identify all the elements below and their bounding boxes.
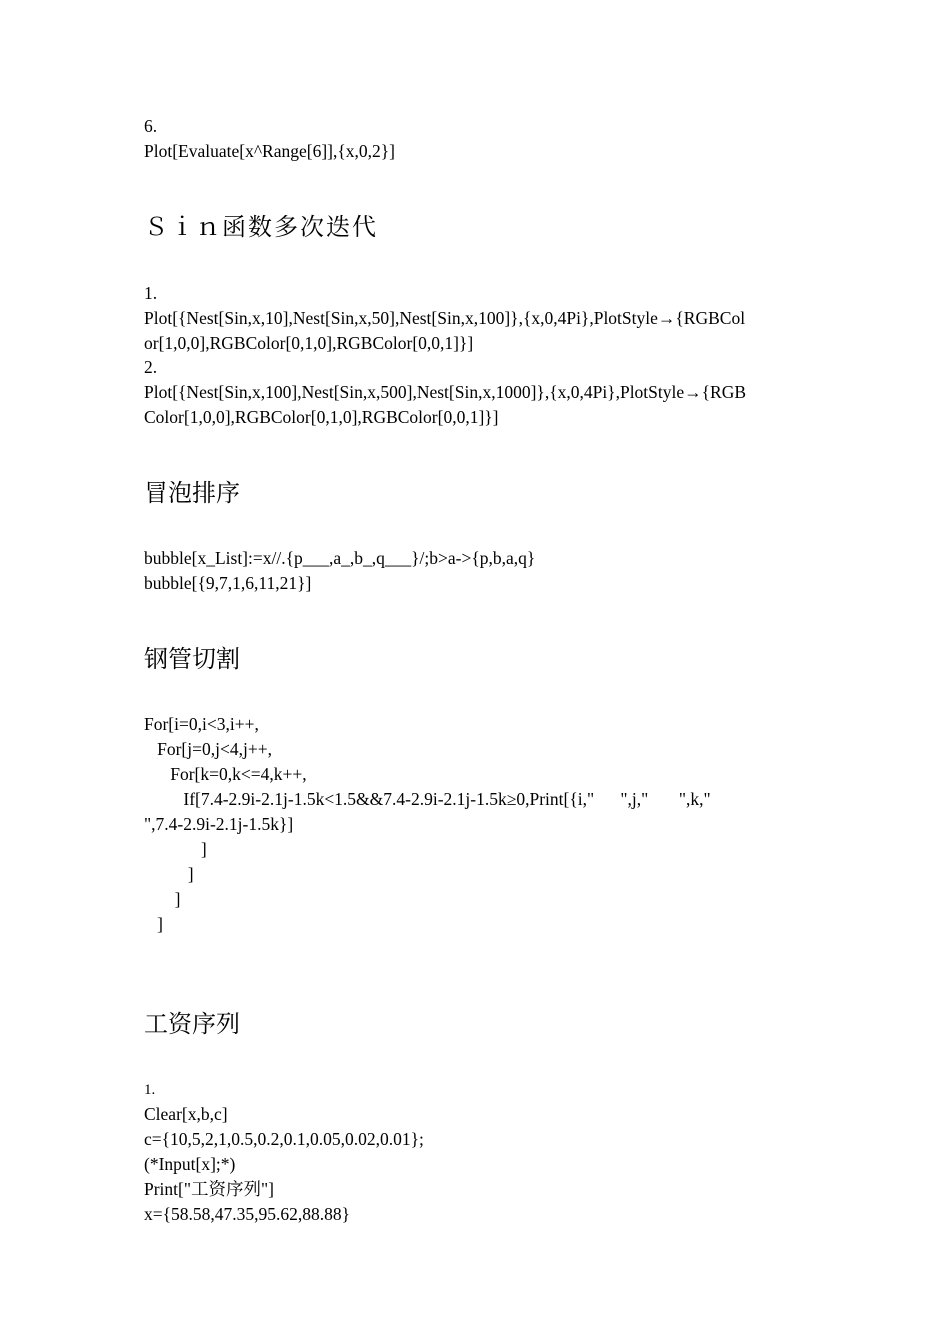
item-number: 2. bbox=[144, 357, 158, 377]
code-line: If[7.4-2.9i-2.1j-1.5k<1.5&&7.4-2.9i-2.1j-1.5k≥0,Print[{i," ",j," ",k," bbox=[144, 789, 711, 809]
code-line: ] bbox=[144, 889, 181, 909]
code-line: Color[1,0,0],RGBColor[0,1,0],RGBColor[0,0,1]}] bbox=[144, 407, 499, 427]
code-line: or[1,0,0],RGBColor[0,1,0],RGBColor[0,0,1]}] bbox=[144, 333, 474, 353]
code-line: ] bbox=[144, 914, 163, 934]
code-line: bubble[{9,7,1,6,11,21}] bbox=[144, 573, 312, 593]
code-line: c={10,5,2,1,0.5,0.2,0.1,0.05,0.02,0.01}; bbox=[144, 1129, 424, 1149]
code-line: (*Input[x];*) bbox=[144, 1154, 236, 1174]
code-line: Plot[{Nest[Sin,x,100],Nest[Sin,x,500],Nest[Sin,x,1000]},{x,0,4Pi},PlotStyle→{RGB bbox=[144, 382, 747, 402]
section-heading-bubble: 冒泡排序 bbox=[144, 481, 240, 507]
section-heading-pipe: 钢管切割 bbox=[144, 647, 240, 673]
section-heading-sin: Ｓｉｎ函数多次迭代 bbox=[144, 215, 378, 241]
item-number: 1. bbox=[144, 1082, 156, 1098]
item-number: 6. bbox=[144, 116, 158, 136]
section-heading-salary: 工资序列 bbox=[144, 1012, 240, 1038]
code-line: For[j=0,j<4,j++, bbox=[144, 739, 272, 759]
code-line: bubble[x_List]:=x//.{p___,a_,b_,q___}/;b>a->{p,b,a,q} bbox=[144, 548, 536, 568]
code-line: Clear[x,b,c] bbox=[144, 1104, 228, 1124]
code-line: Plot[{Nest[Sin,x,10],Nest[Sin,x,50],Nest[Sin,x,100]},{x,0,4Pi},PlotStyle→{RGBCol bbox=[144, 308, 746, 328]
code-line: For[k=0,k<=4,k++, bbox=[144, 764, 307, 784]
code-line: ",7.4-2.9i-2.1j-1.5k}] bbox=[144, 814, 294, 834]
code-line: For[i=0,i<3,i++, bbox=[144, 714, 259, 734]
code-line: Print["工资序列"] bbox=[144, 1179, 274, 1199]
code-line: ] bbox=[144, 864, 194, 884]
code-line: ] bbox=[144, 839, 207, 859]
code-line: Plot[Evaluate[x^Range[6]],{x,0,2}] bbox=[144, 141, 395, 161]
item-number: 1. bbox=[144, 283, 158, 303]
code-line: x={58.58,47.35,95.62,88.88} bbox=[144, 1204, 351, 1224]
